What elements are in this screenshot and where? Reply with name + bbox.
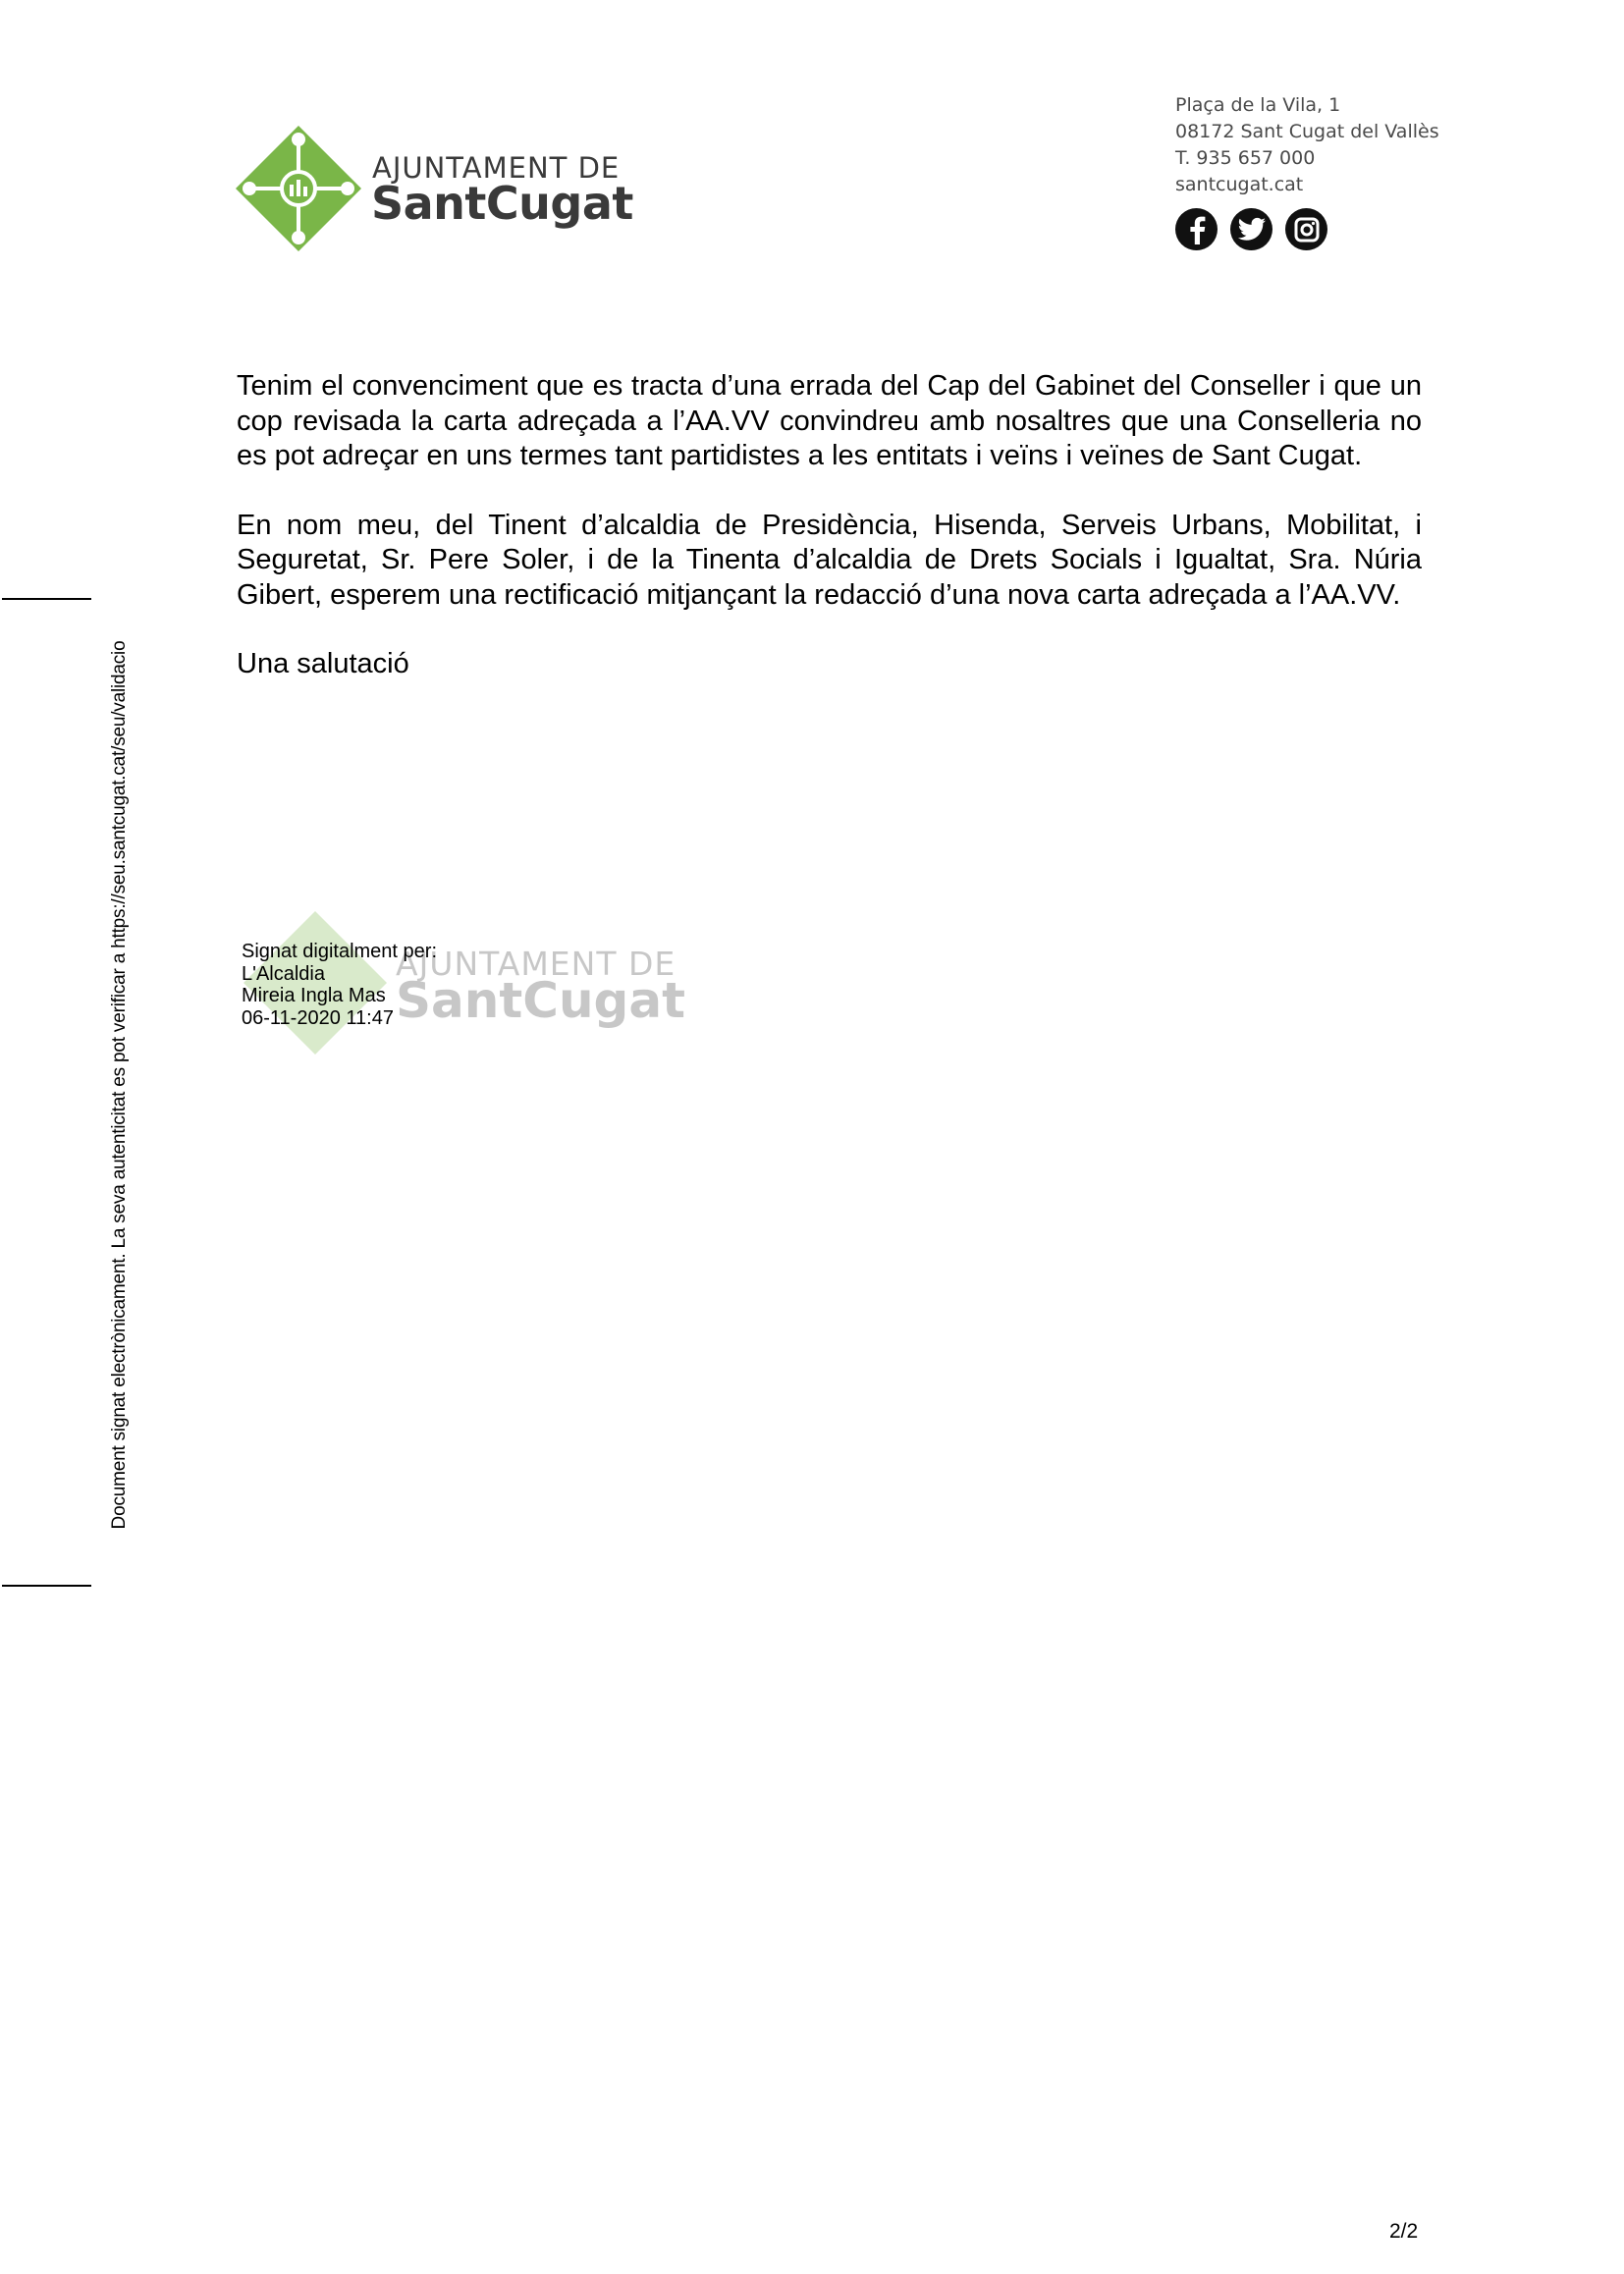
signature-details [242,941,437,1029]
instagram-icon[interactable] [1285,208,1327,250]
signature-office: L'Alcaldia [242,962,325,985]
margin-rule-bottom [2,1585,91,1587]
ajuntament-logo-icon [236,126,361,251]
digital-signature-stamp [242,911,685,1058]
watermark-santcugat-text: SantCugat [396,972,685,1029]
signature-datetime: 06-11-2020 11:47 [242,1006,394,1029]
facebook-icon[interactable] [1175,208,1218,250]
paragraph-request: En nom meu, del Tinent d’alcaldia de Presidència, Hisenda, Serveis Urbans, Mobilitat, i Seguretat, Sr. Pere Soler, i de la Tinenta d’alcaldia de Drets Socials i Igualtat, Sra. Núria Gibert, esperem una rectificació mitjançant la redacció d’una nova carta adreçada a l’AA.VV. [237,509,1422,611]
watermark-ajuntament-text: AJUNTAMENT DE [396,945,677,983]
page-number: 2/2 [1389,2220,1419,2243]
paragraph-closing: Una salutació [237,648,409,679]
address-phone: T. 935 657 000 [1175,147,1316,169]
margin-rule-top [2,598,91,600]
address-block [1175,92,1439,198]
address-website: santcugat.cat [1175,174,1304,195]
paragraph-conviction: Tenim el convenciment que es tracta d’una errada del Cap del Gabinet del Conseller i que un cop revisada la carta adreçada a l’AA.VV convindreu amb nosaltres que una Conselleria no es pot adreçar en uns termes tant partidistes a les entitats i veïns i veïnes de Sant Cugat. [237,370,1422,471]
ajuntament-logo [236,126,633,249]
validation-note: Document signat electrònicament. La seva autenticitat es pot verificar a https://seu.santcugat.cat/seu/validacio [109,640,130,1530]
letter-body [237,369,1422,717]
address-city: 08172 Sant Cugat del Vallès [1175,121,1439,142]
address-street: Plaça de la Vila, 1 [1175,94,1341,116]
logo-santcugat-text: SantCugat [371,177,633,230]
logo-ajuntament-text: AJUNTAMENT DE [372,151,621,185]
twitter-icon[interactable] [1230,208,1272,250]
social-links [1175,208,1327,250]
signature-name: Mireia Ingla Mas [242,985,386,1006]
signature-label: Signat digitalment per: [242,941,438,962]
